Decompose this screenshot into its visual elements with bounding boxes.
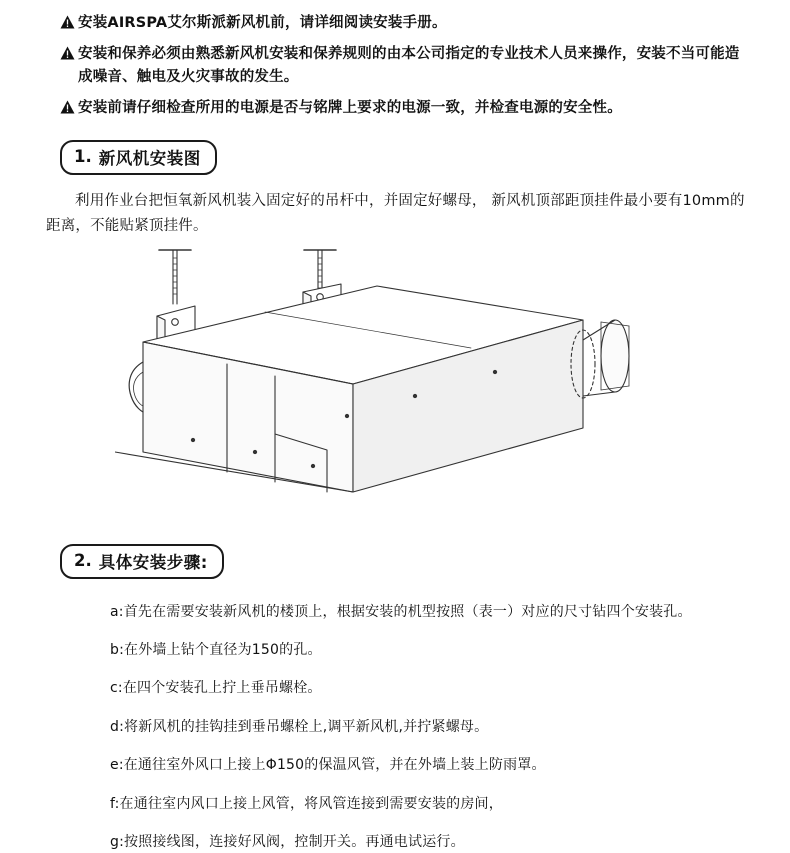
warning-item [60, 12, 754, 34]
warning-text: 安装AIRSPA艾尔斯派新风机前，请详细阅读安装手册。 [78, 15, 447, 31]
installation-diagram [0, 244, 790, 544]
warning-list [0, 12, 790, 120]
step-item: a:首先在需要安装新风机的楼顶上，根据安装的机型按照（表一）对应的尺寸钻四个安装孔。 [110, 603, 692, 620]
step-item: c:在四个安装孔上拧上垂吊螺栓。 [110, 680, 322, 697]
section-1-title: 新风机安装图 [98, 148, 201, 168]
warning-item [60, 43, 754, 88]
warning-text: 安装和保养必须由熟悉新风机安装和保养规则的由本公司指定的专业技术人员来操作，安装不当可能造成噪音、触电及火灾事故的发生。 [78, 46, 740, 85]
document-page [0, 12, 790, 850]
section-2-title: 具体安装步骤: [98, 552, 208, 572]
warning-triangle-icon [60, 46, 75, 60]
section-1-number: 1. [74, 147, 92, 167]
step-item: f:在通往室内风口上接上风管，将风管连接到需要安装的房间， [110, 795, 503, 812]
warning-text: 安装前请仔细检查所用的电源是否与铭牌上要求的电源一致，并检查电源的安全性。 [78, 100, 622, 117]
warning-triangle-icon [60, 15, 75, 29]
step-item: b:在外墙上钻个直径为150的孔。 [110, 642, 322, 659]
ventilator-illustration [115, 244, 675, 544]
section-2 [0, 544, 790, 853]
section-2-heading [60, 544, 224, 579]
section-1-heading [60, 140, 217, 175]
section-2-number: 2. [74, 551, 92, 571]
step-item: g:按照接线图，连接好风阀，控制开关。再通电试运行。 [110, 833, 465, 850]
step-list [110, 601, 750, 853]
warning-triangle-icon [60, 100, 75, 114]
step-item: d:将新风机的挂钩挂到垂吊螺栓上,调平新风机,并拧紧螺母。 [110, 718, 489, 735]
section-1-paragraph: 利用作业台把恒氧新风机装入固定好的吊杆中，并固定好螺母， 新风机顶部距顶挂件最小要有10mm的距离，不能贴紧顶挂件。 [46, 192, 745, 235]
step-item: e:在通往室外风口上接上Φ150的保温风管，并在外墙上装上防雨罩。 [110, 757, 546, 774]
section-1 [0, 140, 790, 240]
warning-item [60, 97, 754, 119]
